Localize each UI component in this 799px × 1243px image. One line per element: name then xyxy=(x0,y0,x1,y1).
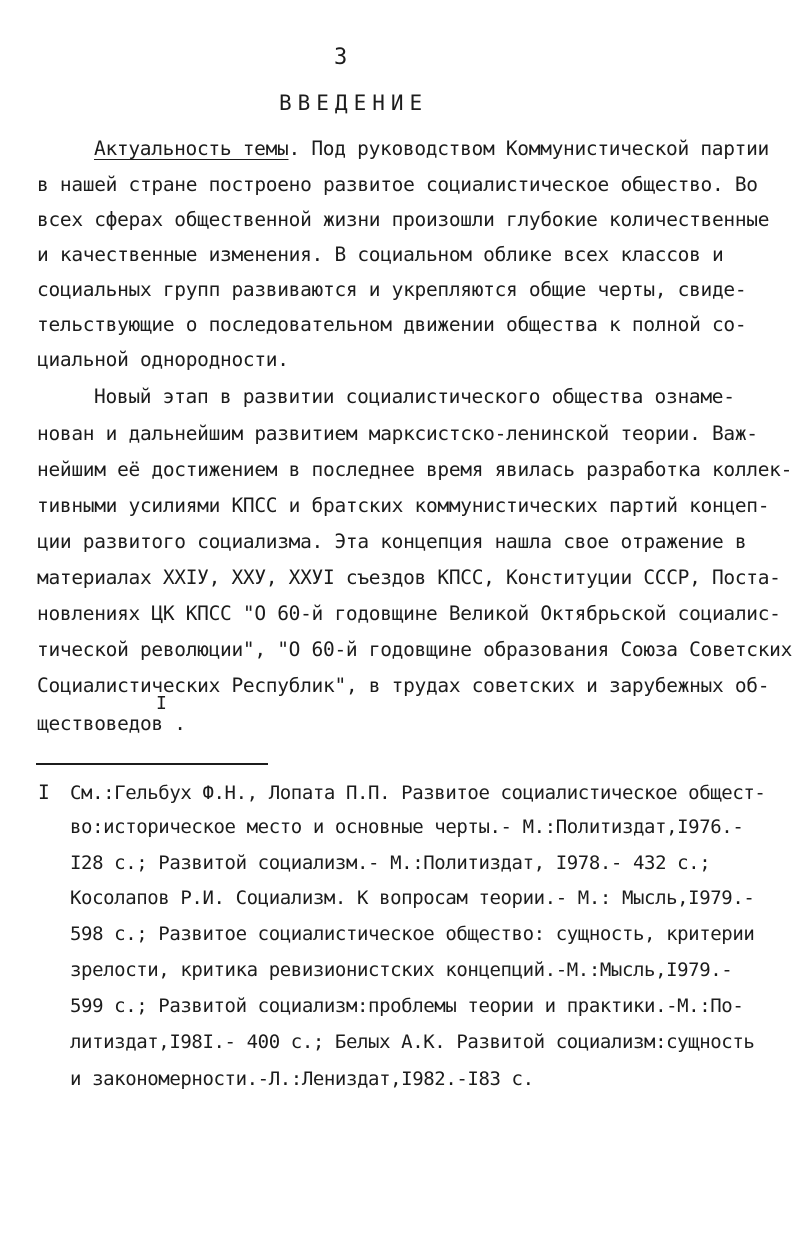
paragraph-1-line: социальных групп развиваются и укрепляются общие черты, свиде- xyxy=(37,278,747,301)
footnote-line: зрелости, критика ревизионистских концепций.-М.:Мысль,I979.- xyxy=(70,959,733,981)
paragraph-2-line: ществоведов . xyxy=(37,712,186,735)
footnote-reference: I xyxy=(156,693,167,714)
paragraph-1-line: в нашей стране построено развитое социалистическое общество. Во xyxy=(37,173,758,196)
footnote-line: литиздат,I98I.- 400 с.; Белых А.К. Развитой социализм:сущность xyxy=(70,1031,755,1053)
paragraph-1-line: циальной однородности. xyxy=(37,348,289,371)
paragraph-1-line: всех сферах общественной жизни произошли глубокие количественные xyxy=(37,208,770,231)
footnote-line: 598 с.; Развитое социалистическое общество: сущность, критерии xyxy=(70,923,755,945)
footnote-marker: I xyxy=(38,781,50,804)
page-number: 3 xyxy=(334,45,348,70)
section-heading: ВВЕДЕНИЕ xyxy=(279,91,429,115)
topic-relevance-label: Актуальность темы xyxy=(94,137,289,160)
paragraph-1-line-1 xyxy=(94,137,769,161)
footnote-line: и закономерности.-Л.:Лениздат,I982.-I83 с. xyxy=(70,1068,534,1090)
paragraph-2-line: нован и дальнейшим развитием марксистско-ленинской теории. Важ- xyxy=(37,422,758,445)
paragraph-2-line: Социалистических Республик", в трудах советских и зарубежных об- xyxy=(37,674,770,697)
paragraph-2-line: нейшим её достижением в последнее время явилась разработка коллек- xyxy=(37,458,793,481)
paragraph-1-line: и качественные изменения. В социальном облике всех классов и xyxy=(37,243,724,266)
footnote-line: Косолапов Р.И. Социализм. К вопросам теории.- М.: Мысль,I979.- xyxy=(70,887,755,909)
footnote-line: I28 с.; Развитой социализм.- М.:Политиздат, I978.- 432 с.; xyxy=(70,852,711,874)
paragraph-2-line: тической революции", "О 60-й годовщине образования Союза Советских xyxy=(37,638,793,661)
paragraph-2-line: тивными усилиями КПСС и братских коммунистических партий концеп- xyxy=(37,494,770,517)
footnote-separator xyxy=(36,763,268,765)
footnote-line: 599 с.; Развитой социализм:проблемы теории и практики.-М.:По- xyxy=(70,995,744,1017)
paragraph-2-line: Новый этап в развитии социалистического общества ознаме- xyxy=(94,385,735,408)
footnote-line: См.:Гельбух Ф.Н., Лопата П.П. Развитое социалистическое общест- xyxy=(70,782,766,804)
paragraph-2-line: новлениях ЦК КПСС "О 60-й годовщине Великой Октябрьской социалис- xyxy=(37,602,781,625)
paragraph-1-line-1-text: . Под руководством Коммунистической партии xyxy=(288,137,769,160)
footnote-line: во:историческое место и основные черты.- М.:Политиздат,I976.- xyxy=(70,816,744,838)
paragraph-2-line: ции развитого социализма. Эта концепция нашла свое отражение в xyxy=(37,530,747,553)
paragraph-1-line: тельствующие о последовательном движении общества к полной со- xyxy=(37,313,747,336)
paragraph-2-line: материалах XXIУ, XXУ, XXУI съездов КПСС, Конституции СССР, Поста- xyxy=(37,566,781,589)
